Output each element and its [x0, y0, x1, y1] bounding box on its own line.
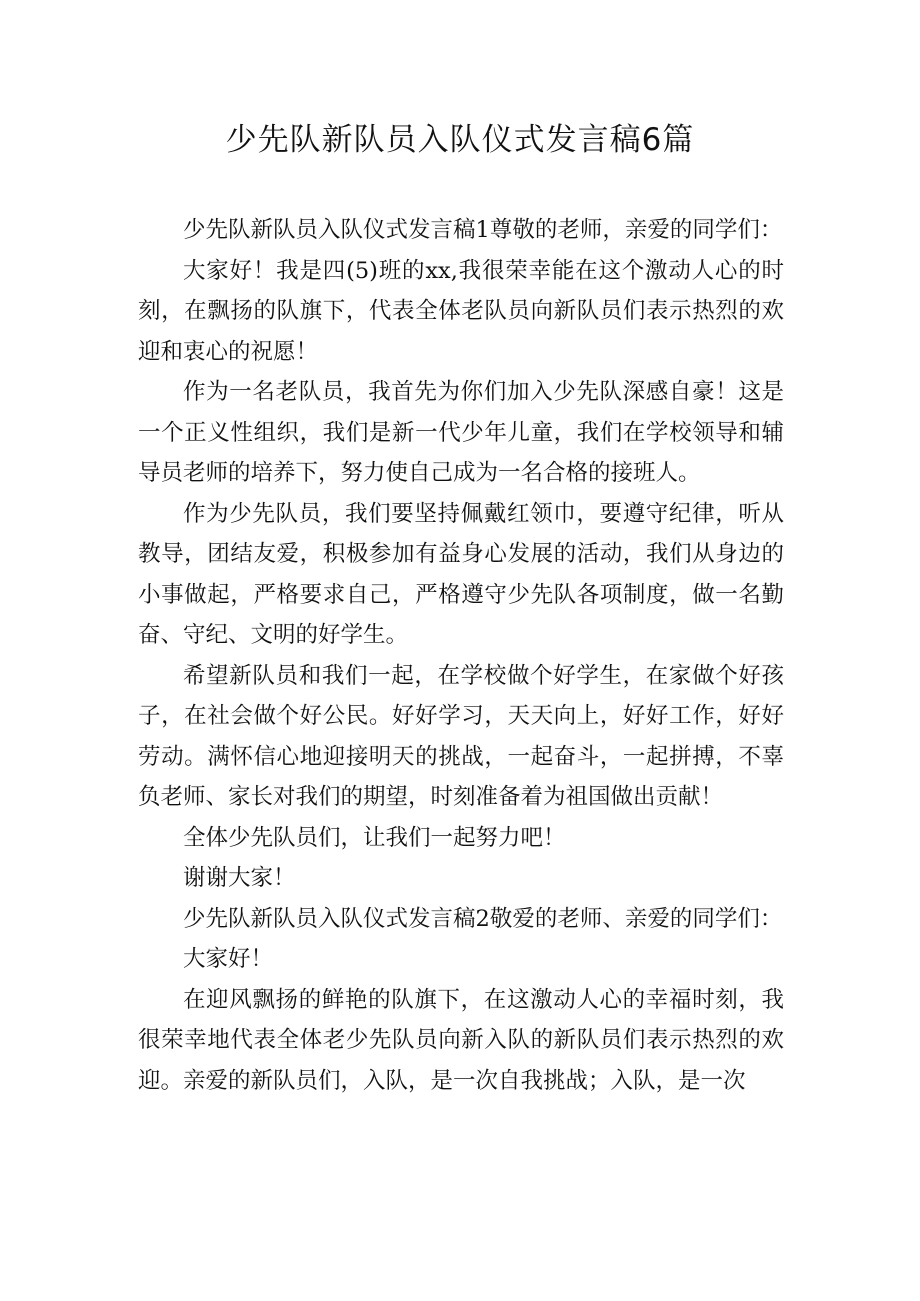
paragraph: 大家好！	[183, 946, 274, 972]
paragraph: 作为少先队员，我们要坚持佩戴红领巾，要遵守纪律，听从教导，团结友爱，积极参加有益身心发展的活动，我们从身边的小事做起，严格要求自己，严格遵守少先队各项制度，做一名勤奋、守纪、文明的好学生。	[138, 500, 784, 648]
paragraph: 作为一名老队员，我首先为你们加入少先队深感自豪！这是一个正义性组织，我们是新一代少年儿童，我们在学校领导和辅导员老师的培养下，努力使自己成为一名合格的接班人。	[138, 379, 784, 486]
document-title: 少先队新队员入队仪式发言稿6篇	[225, 122, 695, 158]
paragraph: 少先队新队员入队仪式发言稿1尊敬的老师，亲爱的同学们：	[183, 217, 783, 243]
paragraph: 少先队新队员入队仪式发言稿2敬爱的老师、亲爱的同学们：	[183, 905, 783, 932]
paragraph: 大家好！我是四(5)班的xx,我很荣幸能在这个激动人心的时刻，在飘扬的队旗下，代表全体老队员向新队员们表示热烈的欢迎和衷心的祝愿！	[138, 257, 784, 365]
paragraph: 谢谢大家！	[183, 865, 296, 891]
paragraph: 在迎风飘扬的鲜艳的队旗下，在这激动人心的幸福时刻，我很荣幸地代表全体老少先队员向新入队的新队员们表示热烈的欢迎。亲爱的新队员们，入队，是一次自我挑战；入队，是一次	[138, 986, 784, 1094]
paragraph: 希望新队员和我们一起，在学校做个好学生，在家做个好孩子，在社会做个好公民。好好学习，天天向上，好好工作，好好劳动。满怀信心地迎接明天的挑战，一起奋斗，一起拼搏，不辜负老师、家长对我们的期望，时刻准备着为祖国做出贡献！	[138, 662, 784, 810]
paragraph: 全体少先队员们，让我们一起努力吧！	[183, 824, 566, 851]
document-body	[138, 210, 784, 1101]
